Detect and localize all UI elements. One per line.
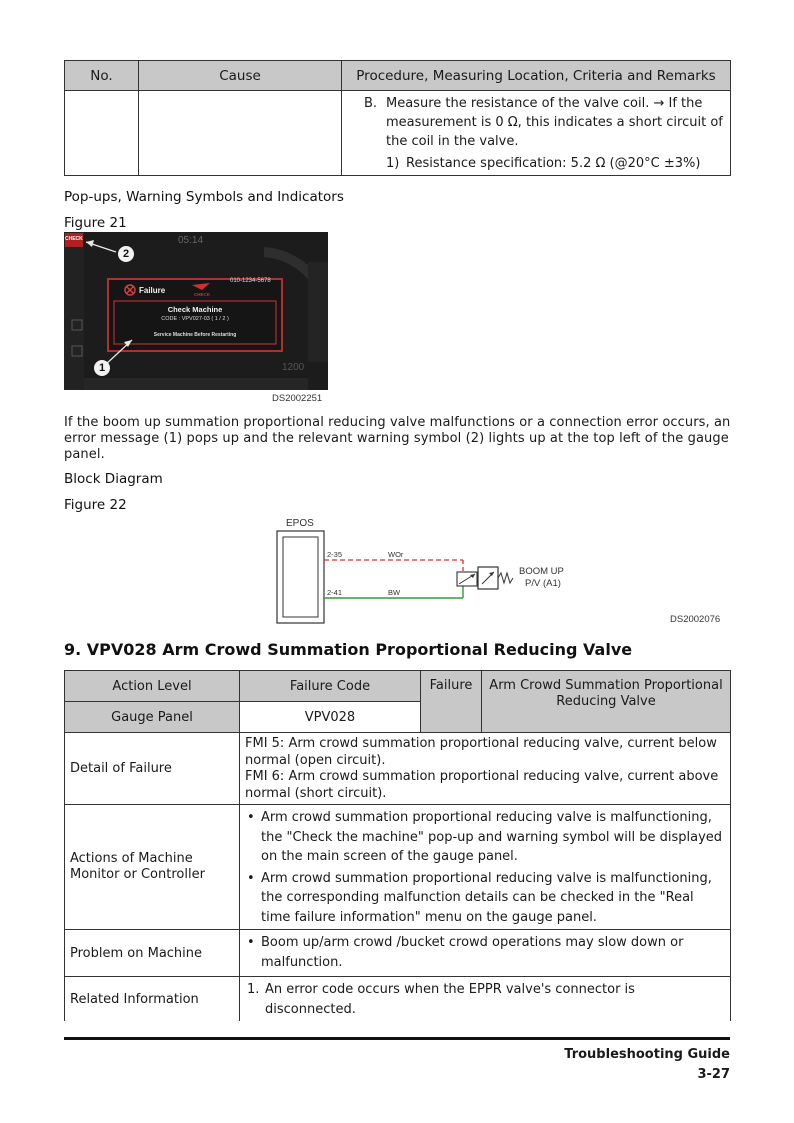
actions-label: Actions of Machine Monitor or Controller bbox=[65, 805, 240, 930]
description-paragraph: If the boom up summation proportional reducing valve malfunctions or a connection error occurs, an error message (1) pops up and the relevant warning symbol (2) lights up at the top left of the gauge panel. bbox=[64, 415, 731, 462]
header-procedure: Procedure, Measuring Location, Criteria and Remarks bbox=[342, 61, 731, 91]
procedure-table bbox=[64, 60, 731, 176]
actions-cell bbox=[240, 805, 731, 930]
gauge-panel-screen bbox=[64, 232, 328, 390]
valve-label-1: BOOM UP bbox=[519, 566, 564, 577]
epos-label: EPOS bbox=[286, 518, 314, 529]
clock-time: 05:14 bbox=[178, 235, 204, 246]
failure-text: Failure bbox=[139, 286, 166, 295]
pin-2-41: 2-41 bbox=[327, 588, 343, 597]
header-no: No. bbox=[65, 61, 139, 91]
related-label: Related Information bbox=[65, 977, 240, 1022]
rpm-readout: 1200 bbox=[282, 362, 305, 373]
related-cell bbox=[240, 977, 731, 1022]
detail-cell bbox=[240, 733, 731, 805]
bullet-icon: • bbox=[247, 870, 255, 886]
figure22-label: Figure 22 bbox=[64, 497, 127, 513]
callout-1: 1 bbox=[98, 362, 106, 374]
failure-code-header: Failure Code bbox=[240, 671, 421, 702]
header-cause: Cause bbox=[139, 61, 342, 91]
gauge-panel-cell: Gauge Panel bbox=[65, 702, 240, 733]
detail-line: FMI 5: Arm crowd summation proportional reducing valve, current below normal (open circuit). bbox=[245, 736, 717, 768]
block-diagram bbox=[270, 514, 590, 626]
valve-label-2: P/V (A1) bbox=[525, 578, 561, 589]
service-text: Service Machine Before Restarting bbox=[153, 332, 237, 338]
action-level-header: Action Level bbox=[65, 671, 240, 702]
step-label: B. bbox=[364, 96, 378, 111]
detail-label: Detail of Failure bbox=[65, 733, 240, 805]
list-item: • Arm crowd summation proportional reducing valve is malfunctioning, the "Check the machine" pop-up and warning symbol will be displayed on the main screen of the gauge panel. bbox=[245, 808, 725, 867]
problem-cell bbox=[240, 930, 731, 977]
check-machine-text: Check Machine bbox=[167, 305, 223, 314]
list-item: • Boom up/arm crowd /bucket crowd operations may slow down or malfunction. bbox=[245, 933, 725, 972]
section-title: 9. VPV028 Arm Crowd Summation Proportional Reducing Valve bbox=[64, 640, 633, 659]
table-row bbox=[65, 805, 731, 930]
callout-2: 2 bbox=[122, 248, 130, 260]
sub-step-label: 1) bbox=[386, 156, 400, 171]
code-line: CODE : VPV027-03 ( 1 / 2 ) bbox=[161, 316, 229, 322]
failure-table bbox=[64, 670, 731, 1021]
item-number: 1. bbox=[247, 982, 260, 997]
footer-title: Troubleshooting Guide bbox=[564, 1047, 730, 1062]
failure-header: Failure bbox=[421, 671, 482, 733]
list-item: • Arm crowd summation proportional reducing valve is malfunctioning, the corresponding malfunction details can be checked in the "Real time failure information" menu on the gauge panel. bbox=[245, 869, 725, 928]
bullet-icon: • bbox=[247, 935, 255, 950]
page-number: 3-27 bbox=[697, 1067, 730, 1082]
cell-no bbox=[65, 91, 139, 176]
figure22-code: DS2002076 bbox=[670, 614, 721, 625]
list-item: 1. An error code occurs when the EPPR valve's connector is disconnected. bbox=[245, 980, 725, 1019]
popups-heading: Pop-ups, Warning Symbols and Indicators bbox=[64, 189, 344, 205]
table-row bbox=[65, 733, 731, 805]
phone-number: 010-1234-5678 bbox=[230, 278, 271, 284]
table-row bbox=[65, 91, 731, 176]
failure-code-value: VPV028 bbox=[240, 702, 421, 733]
cell-cause bbox=[139, 91, 342, 176]
wire-wor-label: WOr bbox=[388, 550, 404, 559]
check-logo-text: CHECK bbox=[194, 292, 211, 297]
wire-bw-label: BW bbox=[388, 588, 401, 597]
detail-line: FMI 6: Arm crowd summation proportional reducing valve, current above normal (short circuit). bbox=[245, 769, 719, 801]
warning-symbol-text: CHECK bbox=[65, 236, 83, 242]
bullet-icon: • bbox=[247, 810, 255, 825]
failure-name: Arm Crowd Summation Proportional Reducing Valve bbox=[482, 671, 731, 733]
cell-procedure bbox=[342, 91, 731, 176]
sub-step-text: Resistance specification: 5.2 Ω (@20°C ±3%) bbox=[406, 156, 701, 171]
step-text: Measure the resistance of the valve coil. → If the measurement is 0 Ω, this indicates a short circuit of the coil in the valve. bbox=[386, 96, 723, 149]
table-row bbox=[65, 977, 731, 1022]
pin-2-35: 2-35 bbox=[327, 550, 343, 559]
table-row bbox=[65, 930, 731, 977]
problem-label: Problem on Machine bbox=[65, 930, 240, 977]
figure21-label: Figure 21 bbox=[64, 215, 127, 231]
figure21-code: DS2002251 bbox=[272, 393, 323, 404]
block-diagram-heading: Block Diagram bbox=[64, 471, 163, 487]
footer-divider bbox=[64, 1037, 730, 1040]
